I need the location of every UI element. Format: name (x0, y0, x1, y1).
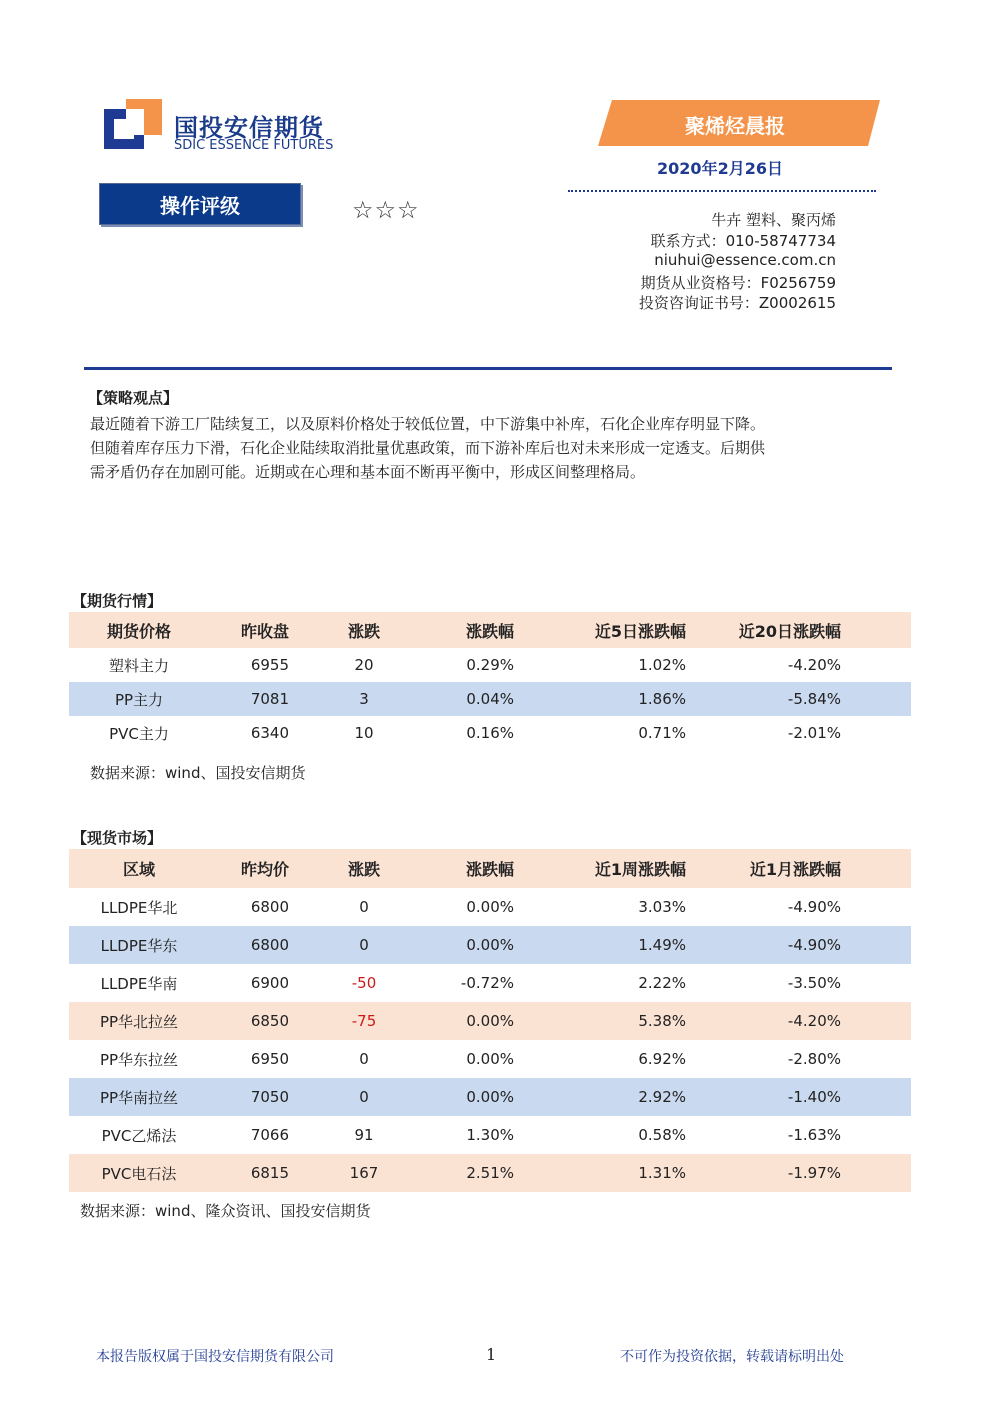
futures-col-header: 涨跌 (289, 612, 439, 648)
table-cell: PVC电石法 (69, 1154, 209, 1192)
table-cell: 0.71% (638, 724, 686, 742)
table-cell: 0.00% (466, 1050, 514, 1068)
spot-col-header: 涨跌幅 (439, 849, 514, 888)
table-cell: 7081 (209, 682, 289, 716)
table-cell: -5.84% (686, 682, 841, 716)
company-name-en: SDIC ESSENCE FUTURES (174, 138, 334, 153)
table-cell: -0.72% (460, 974, 514, 992)
table-row (69, 1040, 911, 1078)
table-cell: 0.00% (466, 898, 514, 916)
company-name-cn: 国投安信期货 (174, 114, 324, 142)
table-cell: -1.97% (686, 1154, 841, 1192)
table-row (69, 926, 911, 964)
page-number: 1 (486, 1345, 497, 1364)
table-cell: 0.16% (466, 724, 514, 742)
table-row (69, 964, 911, 1002)
futures-col-header: 期货价格 (69, 612, 209, 648)
table-cell: 0.04% (439, 682, 514, 716)
dotted-divider (568, 190, 876, 192)
table-cell: 0.00% (439, 1078, 514, 1116)
table-cell: 6850 (209, 1002, 289, 1040)
table-cell-negative: -50 (351, 974, 377, 992)
table-cell: 3.03% (638, 898, 686, 916)
table-cell-negative: -75 (289, 1002, 439, 1040)
table-cell: 6900 (250, 974, 289, 992)
table-cell: -4.20% (787, 656, 841, 674)
futures-col-header: 近20日涨跌幅 (686, 612, 841, 648)
table-row (69, 1116, 911, 1154)
table-row (69, 1078, 911, 1116)
table-cell: 2.22% (638, 974, 686, 992)
analyst-email-line[interactable]: niuhui@essence.com.cn (654, 251, 836, 269)
spot-source: 数据来源：wind、隆众资讯、国投安信期货 (80, 1202, 371, 1220)
footer-copyright: 本报告版权属于国投安信期货有限公司 (96, 1349, 334, 1365)
futures-col-header: 近5日涨跌幅 (514, 612, 686, 648)
table-cell: 7050 (209, 1078, 289, 1116)
analyst-name-line: 牛卉 塑料、聚丙烯 (711, 211, 836, 229)
futures-source: 数据来源：wind、国投安信期货 (90, 764, 306, 782)
table-cell: PP华东拉丝 (99, 1050, 179, 1069)
table-cell: 7066 (250, 1126, 289, 1144)
table-cell (439, 648, 514, 682)
table-cell: PP主力 (69, 682, 209, 716)
table-cell: 0 (359, 1050, 369, 1068)
strategy-line: 最近随着下游工厂陆续复工，以及原料价格处于较低位置，中下游集中补库，石化企业库存明显下降。 (90, 415, 766, 433)
table-cell: PVC乙烯法 (101, 1126, 177, 1145)
table-row (69, 682, 911, 716)
table-cell: 0 (359, 898, 369, 916)
table-cell: 1.49% (514, 926, 686, 964)
table-cell: 2.92% (514, 1078, 686, 1116)
table-cell: -2.01% (787, 724, 841, 742)
table-row (69, 716, 911, 750)
table-cell: 6.92% (638, 1050, 686, 1068)
table-cell: -2.80% (787, 1050, 841, 1068)
table-cell: 20 (354, 656, 374, 674)
futures-table (69, 612, 911, 750)
table-cell: 6955 (250, 656, 289, 674)
spot-title: 【现货市场】 (72, 829, 163, 847)
table-cell: 6815 (209, 1154, 289, 1192)
table-cell: -4.90% (787, 898, 841, 916)
table-cell: -4.20% (686, 1002, 841, 1040)
table-cell: 6340 (250, 724, 289, 742)
strategy-title: 【策略观点】 (88, 389, 179, 407)
table-cell: 6800 (250, 898, 289, 916)
table-cell: PP华南拉丝 (69, 1078, 209, 1116)
table-cell: 0.58% (638, 1126, 686, 1144)
futures-title: 【期货行情】 (72, 592, 163, 610)
table-cell: 91 (354, 1126, 374, 1144)
table-cell: 10 (354, 724, 374, 742)
table-cell: 0.00% (439, 1002, 514, 1040)
spot-col-header: 涨跌 (289, 849, 439, 888)
table-row (69, 1154, 911, 1192)
strategy-line: 但随着库存压力下滑，石化企业陆续取消批量优惠政策，而下游补库后也对未来形成一定透支。后期供 (90, 439, 766, 457)
spot-col-header: 近1周涨跌幅 (514, 849, 686, 888)
spot-table (69, 849, 911, 1192)
table-cell: 5.38% (514, 1002, 686, 1040)
report-title: 聚烯烃晨报 (685, 114, 785, 138)
report-date: 2020年2月26日 (657, 159, 783, 178)
spot-col-header: 区域 (69, 849, 209, 888)
table-cell: 6800 (209, 926, 289, 964)
futures-col-header: 昨收盘 (209, 612, 289, 648)
footer-disclaimer: 不可作为投资依据，转载请标明出处 (620, 1349, 844, 1365)
rating-label: 操作评级 (160, 194, 240, 218)
header-divider (84, 367, 892, 370)
table-row (69, 1002, 911, 1040)
table-cell: 1.02% (638, 656, 686, 674)
spot-col-header: 昨均价 (209, 849, 289, 888)
strategy-line: 需矛盾仍存在加剧可能。近期或在心理和基本面不断再平衡中，形成区间整理格局。 (90, 463, 646, 481)
table-cell: -3.50% (787, 974, 841, 992)
table-cell: 167 (289, 1154, 439, 1192)
futures-header-row (69, 612, 911, 648)
table-cell: 2.51% (439, 1154, 514, 1192)
strategy-paragraph (90, 412, 890, 484)
advisory-license-line: 投资咨询证书号：Z0002615 (638, 294, 836, 312)
table-cell: 1.31% (514, 1154, 686, 1192)
table-cell: 0 (289, 926, 439, 964)
table-cell: 1.86% (514, 682, 686, 716)
table-cell: 塑料主力 (108, 656, 169, 675)
table-cell: LLDPE华南 (100, 974, 178, 993)
table-cell: PVC主力 (109, 724, 169, 743)
table-cell: -4.90% (686, 926, 841, 964)
table-cell-value: 0.29% (466, 656, 514, 674)
futures-col-header: 涨跌幅 (439, 612, 514, 648)
table-cell: -1.63% (787, 1126, 841, 1144)
table-cell: 3 (289, 682, 439, 716)
analyst-phone-line: 联系方式：010-58747734 (650, 232, 836, 250)
table-cell: LLDPE华北 (100, 898, 178, 917)
table-cell: 0 (289, 1078, 439, 1116)
futures-license-line: 期货从业资格号：F0256759 (640, 274, 836, 292)
rating-stars: ☆☆☆ (352, 196, 420, 224)
table-cell: PP华北拉丝 (69, 1002, 209, 1040)
table-cell: 1.30% (466, 1126, 514, 1144)
table-cell: -1.40% (686, 1078, 841, 1116)
spot-col-header: 近1月涨跌幅 (686, 849, 841, 888)
spot-header-row (69, 849, 911, 888)
company-logo-mark (104, 99, 162, 151)
table-cell: 6950 (250, 1050, 289, 1068)
table-row (69, 888, 911, 926)
table-cell: LLDPE华东 (69, 926, 209, 964)
table-row (69, 648, 911, 682)
table-cell: 0.00% (439, 926, 514, 964)
